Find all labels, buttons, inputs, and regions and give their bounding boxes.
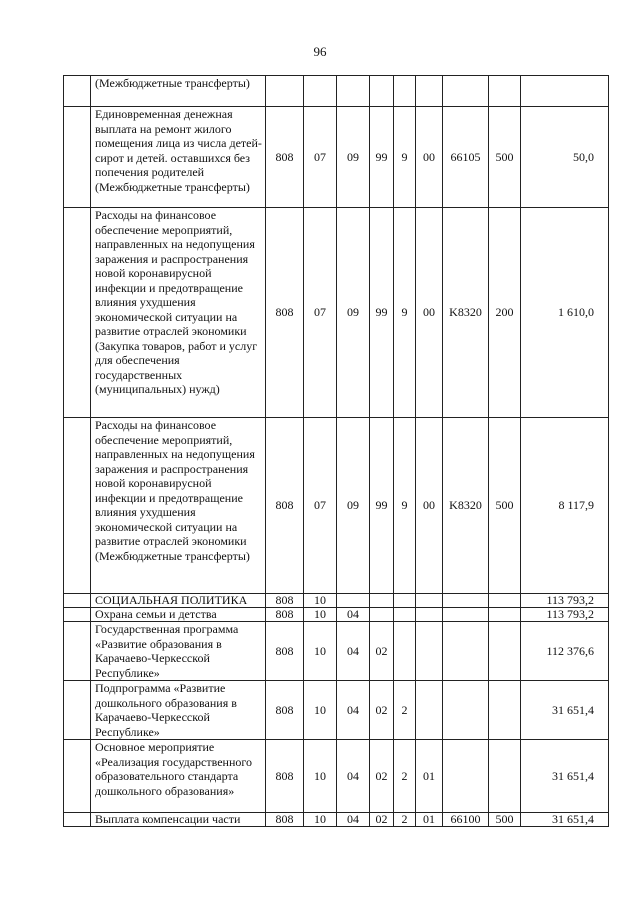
program-code: 99 <box>370 208 394 418</box>
program-code: 99 <box>370 418 394 594</box>
ministry-code: 808 <box>266 622 304 681</box>
section-code: 10 <box>304 594 337 608</box>
table-row <box>64 76 609 107</box>
page-number: 96 <box>313 44 327 59</box>
program-code <box>370 594 394 608</box>
section-code: 10 <box>304 740 337 813</box>
program-code: 02 <box>370 681 394 740</box>
direction-code <box>443 608 489 622</box>
expense-type-code <box>489 740 521 813</box>
expense-type-code: 500 <box>489 813 521 827</box>
expense-type-code: 500 <box>489 107 521 208</box>
subsection-code: 09 <box>337 208 370 418</box>
event-code: 00 <box>416 208 443 418</box>
event-code: 01 <box>416 740 443 813</box>
program-code: 02 <box>370 813 394 827</box>
table-row <box>64 208 609 418</box>
expense-type-code: 200 <box>489 208 521 418</box>
subsection-code: 04 <box>337 622 370 681</box>
section-code: 07 <box>304 107 337 208</box>
subprogram-code: 2 <box>394 681 416 740</box>
direction-code <box>443 740 489 813</box>
subsection-code: 09 <box>337 418 370 594</box>
amount: 31 651,4 <box>521 813 609 827</box>
ministry-code: 808 <box>266 608 304 622</box>
row-number-cell <box>64 418 91 594</box>
item-name: (Межбюджетные трансферты) <box>91 76 266 107</box>
row-number-cell <box>64 594 91 608</box>
row-number-cell <box>64 76 91 107</box>
ministry-code: 808 <box>266 681 304 740</box>
event-code: 01 <box>416 813 443 827</box>
table-row <box>64 418 609 594</box>
subprogram-code: 2 <box>394 740 416 813</box>
direction-code: K8320 <box>443 208 489 418</box>
program-code: 02 <box>370 740 394 813</box>
ministry-code: 808 <box>266 594 304 608</box>
program-code: 99 <box>370 107 394 208</box>
subprogram-code <box>394 76 416 107</box>
expense-type-code <box>489 594 521 608</box>
expense-type-code <box>489 622 521 681</box>
table-row <box>64 107 609 208</box>
expense-type-code <box>489 608 521 622</box>
table-row <box>64 622 609 681</box>
amount: 113 793,2 <box>521 608 609 622</box>
expense-type-code: 500 <box>489 418 521 594</box>
section-code: 10 <box>304 622 337 681</box>
event-code <box>416 608 443 622</box>
item-name: Государственная программа «Развитие образования в Карачаево-Черкесской Республике» <box>91 622 266 681</box>
event-code <box>416 76 443 107</box>
subprogram-code <box>394 594 416 608</box>
program-code <box>370 76 394 107</box>
expense-type-code <box>489 681 521 740</box>
row-number-cell <box>64 740 91 813</box>
section-code: 07 <box>304 208 337 418</box>
subprogram-code: 9 <box>394 107 416 208</box>
subprogram-code <box>394 608 416 622</box>
subsection-code <box>337 594 370 608</box>
amount: 113 793,2 <box>521 594 609 608</box>
item-name: Расходы на финансовое обеспечение мероприятий, направленных на недопущения заражения и распространения новой коронавирусной инфекции и предотвращение влияния ухудшения экономической ситуации на развитие отраслей экономики (Межбюджетные трансферты) <box>91 418 266 594</box>
budget-table <box>63 75 609 827</box>
table-row <box>64 740 609 813</box>
event-code <box>416 681 443 740</box>
direction-code <box>443 594 489 608</box>
program-code: 02 <box>370 622 394 681</box>
amount: 31 651,4 <box>521 681 609 740</box>
item-name: Охрана семьи и детства <box>91 608 266 622</box>
expense-type-code <box>489 76 521 107</box>
event-code: 00 <box>416 418 443 594</box>
row-number-cell <box>64 622 91 681</box>
ministry-code: 808 <box>266 208 304 418</box>
direction-code <box>443 622 489 681</box>
direction-code: 66105 <box>443 107 489 208</box>
item-name: Подпрограмма «Развитие дошкольного образования в Карачаево-Черкесской Республике» <box>91 681 266 740</box>
table-row <box>64 813 609 827</box>
amount: 1 610,0 <box>521 208 609 418</box>
section-code: 07 <box>304 418 337 594</box>
subprogram-code: 9 <box>394 208 416 418</box>
item-name: Расходы на финансовое обеспечение мероприятий, направленных на недопущения заражения и распространения новой коронавирусной инфекции и предотвращение влияния ухудшения экономической ситуации на развитие отраслей экономики (Закупка товаров, работ и услуг для обеспечения государственных (муниципальных) нужд) <box>91 208 266 418</box>
event-code: 00 <box>416 107 443 208</box>
item-name: Единовременная денежная выплата на ремонт жилого помещения лица из числа детей-сирот и детей. оставшихся без попечения родителей (Межбюджетные трансферты) <box>91 107 266 208</box>
section-code <box>304 76 337 107</box>
amount: 8 117,9 <box>521 418 609 594</box>
subprogram-code <box>394 622 416 681</box>
direction-code <box>443 76 489 107</box>
ministry-code <box>266 76 304 107</box>
row-number-cell <box>64 681 91 740</box>
ministry-code: 808 <box>266 813 304 827</box>
subprogram-code: 9 <box>394 418 416 594</box>
item-name: Выплата компенсации части <box>91 813 266 827</box>
row-number-cell <box>64 107 91 208</box>
row-number-cell <box>64 208 91 418</box>
row-number-cell <box>64 813 91 827</box>
amount <box>521 76 609 107</box>
item-name: СОЦИАЛЬНАЯ ПОЛИТИКА <box>91 594 266 608</box>
subsection-code <box>337 76 370 107</box>
direction-code <box>443 681 489 740</box>
subsection-code: 04 <box>337 740 370 813</box>
table-row <box>64 681 609 740</box>
table-row <box>64 594 609 608</box>
ministry-code: 808 <box>266 418 304 594</box>
ministry-code: 808 <box>266 740 304 813</box>
event-code <box>416 594 443 608</box>
subsection-code: 04 <box>337 813 370 827</box>
subsection-code: 04 <box>337 608 370 622</box>
subsection-code: 04 <box>337 681 370 740</box>
item-name: Основное мероприятие «Реализация государственного образовательного стандарта дошкольного образования» <box>91 740 266 813</box>
amount: 50,0 <box>521 107 609 208</box>
section-code: 10 <box>304 813 337 827</box>
subsection-code: 09 <box>337 107 370 208</box>
section-code: 10 <box>304 608 337 622</box>
ministry-code: 808 <box>266 107 304 208</box>
amount: 31 651,4 <box>521 740 609 813</box>
amount: 112 376,6 <box>521 622 609 681</box>
direction-code: 66100 <box>443 813 489 827</box>
event-code <box>416 622 443 681</box>
program-code <box>370 608 394 622</box>
section-code: 10 <box>304 681 337 740</box>
row-number-cell <box>64 608 91 622</box>
table-row <box>64 608 609 622</box>
direction-code: K8320 <box>443 418 489 594</box>
subprogram-code: 2 <box>394 813 416 827</box>
